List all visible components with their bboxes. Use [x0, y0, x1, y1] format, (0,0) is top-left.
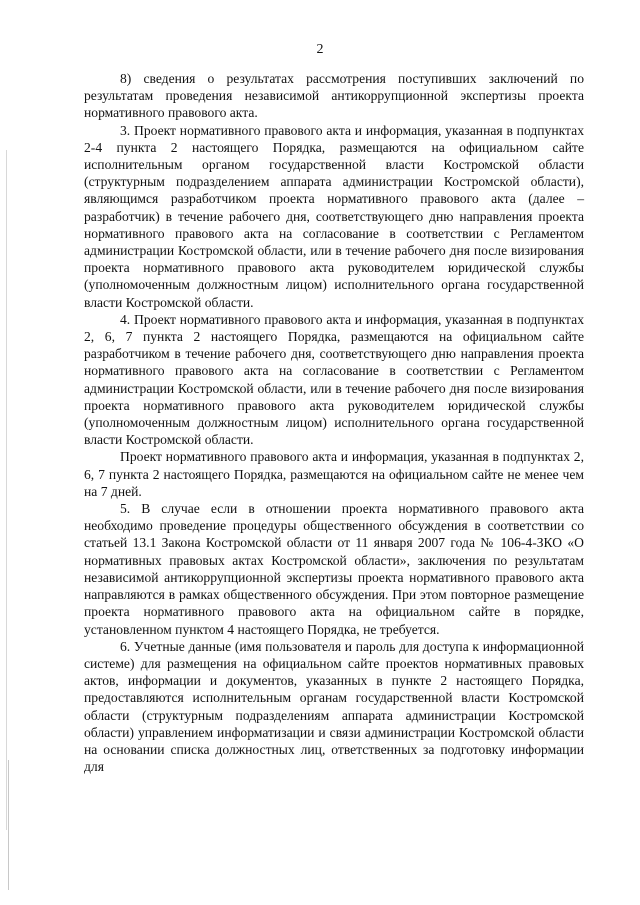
paragraph-point-4-continued: Проект нормативного правового акта и информация, указанная в подпунктах 2, 6, 7 пункта 2 настоящего Порядка, размещаются на официальном сайте не менее чем на 7 дней. [84, 449, 584, 499]
paragraph-point-4: 4. Проект нормативного правового акта и информация, указанная в подпунктах 2, 6, 7 пункта 2 настоящего Порядка, размещаются на официальном сайте разработчиком в течение рабочего дня, соответствующего дню направления проекта нормативного правового акта на согласование в соответствии с Регламентом администрации Костромской области, или в течение рабочего дня после визирования проекта нормативного правового акта руководителем юридической службы (уполномоченным должностным лицом) исполнительного органа государственной власти Костромской области. [84, 311, 584, 448]
paragraph-item-8: 8) сведения о результатах рассмотрения поступивших заключений по результатам проведения независимой антикоррупционной экспертизы проекта нормативного правового акта. [84, 71, 584, 121]
document-body [84, 70, 584, 775]
scan-edge-line [6, 150, 7, 830]
scan-edge-line [8, 760, 9, 890]
paragraph-point-3: 3. Проект нормативного правового акта и информация, указанная в подпунктах 2-4 пункта 2 настоящего Порядка, размещаются на официальном сайте исполнительным органом государственной власти Костромской области (структурным подразделением аппарата администрации Костромской области), являющимся разработчиком проекта нормативного правового акта (далее – разработчик) в течение рабочего дня, соответствующего дню направления проекта нормативного правового акта на согласование в соответствии с Регламентом администрации Костромской области, или в течение рабочего дня после визирования проекта нормативного правового акта руководителем юридической службы (уполномоченным должностным лицом) исполнительного органа государственной власти Костромской области. [84, 122, 584, 310]
page-number: 2 [316, 42, 324, 57]
paragraph-point-6: 6. Учетные данные (имя пользователя и пароль для доступа к информационной системе) для размещения на официальном сайте проектов нормативных правовых актов, информации и документов, указанных в пункте 2 настоящего Порядка, предоставляются исполнительным органам государственной власти Костромской области (структурным подразделениям аппарата администрации Костромской области) управлением информатизации и связи администрации Костромской области на основании списка должностных лиц, ответственных за подготовку информации для [84, 638, 584, 775]
paragraph-point-5: 5. В случае если в отношении проекта нормативного правового акта необходимо проведение процедуры общественного обсуждения в соответствии со статьей 13.1 Закона Костромской области от 11 января 2007 года № 106-4-ЗКО «О нормативных правовых актах Костромской области», заключения по результатам независимой антикоррупционной экспертизы проекта нормативного правового акта направляются в рамках общественного обсуждения. При этом повторное размещение проекта нормативного правового акта на официальном сайте в порядке, установленном пунктом 4 настоящего Порядка, не требуется. [84, 501, 584, 637]
